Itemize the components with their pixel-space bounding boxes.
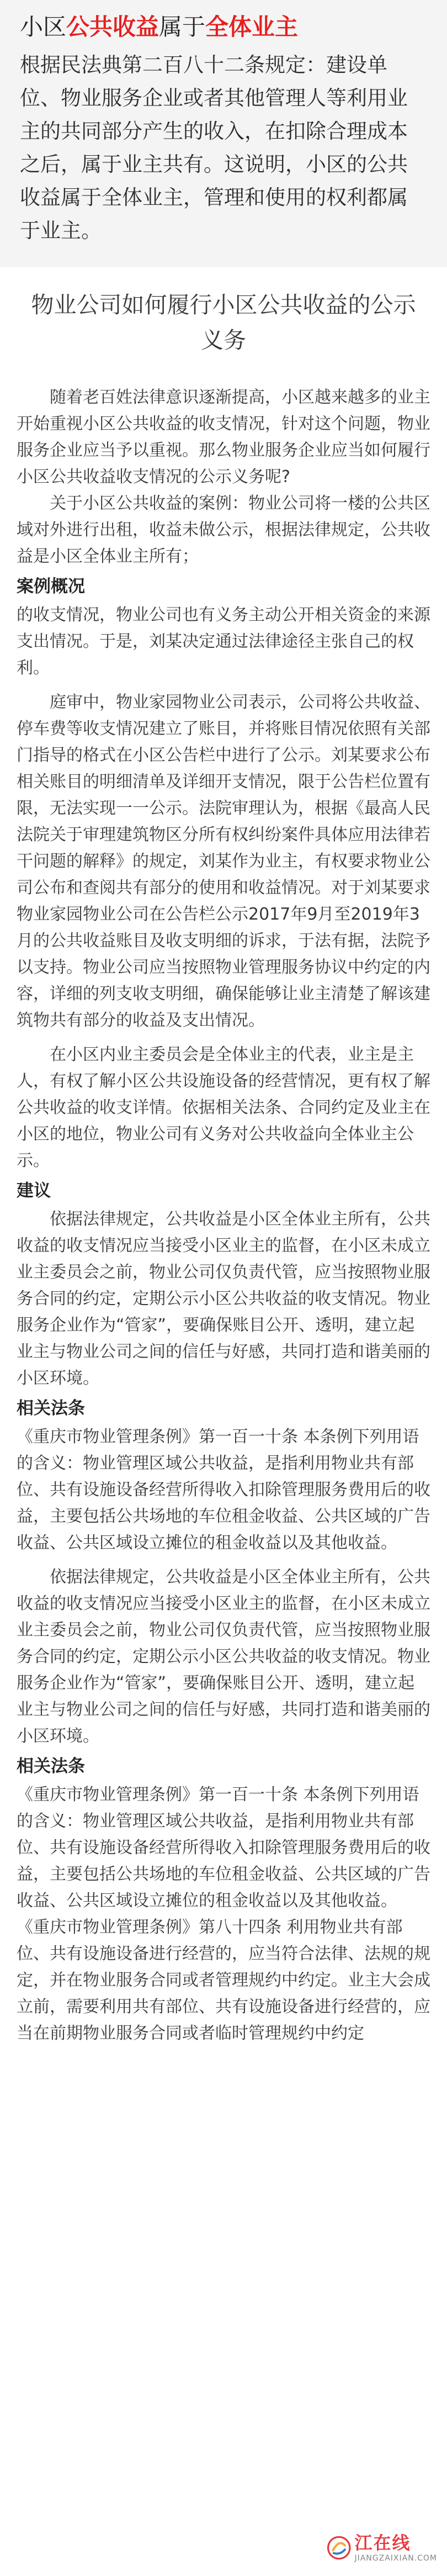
site-watermark (327, 2524, 437, 2572)
law-heading: 相关法条 (17, 1398, 85, 1418)
case-paragraph-3: 在小区内业主委员会是全体业主的代表，业主是主人，有权了解小区公共设施设备的经营情况，更有权了解公共收益的收支详情。依据相关法条、合同约定及业主在小区的地位，物业公司有义务对公共收益向全体业主公示。 (17, 1045, 430, 1170)
article-title: 物业公司如何履行小区公共收益的公示义务 (31, 292, 416, 353)
summary-block (0, 0, 447, 267)
law-heading-repeat: 相关法条 (17, 1756, 85, 1776)
law-paragraph-1-repeat: 《重庆市物业管理条例》第一百一十条 本条例下列用语的含义：物业管理区域公共收益，是指利用物业共有部位、共有设施设备经营所得收入扣除管理服务费用后的收益，主要包括公共场地的车位租金收益、公共区域的广告收益、公共区域设立摊位的租金收益以及其他收益。 (17, 1785, 430, 1910)
watermark-en-text: JIANGZAIXIAN.COM (354, 2554, 437, 2563)
advice-paragraph: 依据法律规定，公共收益是小区全体业主所有，公共收益的收支情况应当接受小区业主的监督，在小区未成立业主委员会之前，物业公司仅负责代管，应当按照物业服务合同的约定，定期公示小区公共收益的收支情况。物业服务企业作为“管家”，要确保账目公开、透明，建立起业主与物业公司之间的信任与好感，共同打造和谐美丽的小区环境。 (17, 1210, 430, 1388)
case-intro-paragraph: 关于小区公共收益的案例：物业公司将一楼的公共区域对外进行出租，收益未做公示，根据法律规定，公共收益是小区全体业主所有； (17, 494, 430, 566)
headline-part3: 属于 (159, 13, 206, 40)
law-paragraph-2: 《重庆市物业管理条例》第八十四条 利用物业共有部位、共有设施设备进行经营的，应当符合法律、法规的规定，并在物业服务合同或者管理规约中约定。业主大会成立前，需要利用共有部位、共有设施设备进行经营的，应当在前期物业服务合同或者临时管理规约中约定 (17, 1918, 430, 2043)
headline-part1: 小区 (20, 13, 67, 40)
headline (20, 9, 427, 45)
headline-highlight-all-owners: 全体业主 (205, 13, 299, 40)
site-logo-icon (327, 2529, 351, 2567)
advice-paragraph-repeat: 依据法律规定，公共收益是小区全体业主所有，公共收益的收支情况应当接受小区业主的监督，在小区未成立业主委员会之前，物业公司仅负责代管，应当按照物业服务合同的约定，定期公示小区公共收益的收支情况。物业服务企业作为“管家”，要确保账目公开、透明，建立起业主与物业公司之间的信任与好感，共同打造和谐美丽的小区环境。 (17, 1567, 430, 1746)
advice-heading: 建议 (17, 1181, 51, 1201)
article-body (0, 287, 447, 2047)
intro-paragraph: 随着老百姓法律意识逐渐提高，小区越来越多的业主开始重视小区公共收益的收支情况，针对这个问题，物业服务企业应当予以重视。那么物业服务企业应当如何履行小区公共收益收支情况的公示义务呢? (17, 388, 430, 487)
case-heading: 案例概况 (17, 577, 85, 597)
case-paragraph-1: 的收支情况，物业公司也有义务主动公开相关资金的来源支出情况。于是，刘某决定通过法律途径主张自己的权利。 (17, 605, 430, 678)
lead-paragraph: 根据民法典第二百八十二条规定：建设单位、物业服务企业或者其他管理人等利用业主的共同部分产生的收入，在扣除合理成本之后，属于业主共有。这说明，小区的公共收益属于全体业主，管理和使用的权利都属于业主。 (20, 53, 408, 242)
law-paragraph-1: 《重庆市物业管理条例》第一百一十条 本条例下列用语的含义：物业管理区域公共收益，是指利用物业共有部位、共有设施设备经营所得收入扣除管理服务费用后的收益，主要包括公共场地的车位租金收益、公共区域的广告收益、公共区域设立摊位的租金收益以及其他收益。 (17, 1427, 430, 1553)
case-paragraph-2: 庭审中，物业家园物业公司表示，公司将公共收益、停车费等收支情况建立了账目，并将账目情况依照有关部门指导的格式在小区公告栏中进行了公示。刘某要求公布相关账目的明细清单及详细开支情况，限于公告栏位置有限，无法实现一一公示。法院审理认为，根据《最高人民法院关于审理建筑物区分所有权纠纷案件具体应用法律若干问题的解释》的规定，刘某作为业主，有权要求物业公司公布和查阅共有部分的使用和收益情况。对于刘某要求物业家园物业公司在公告栏公示2017年9月至2019年3月的公共收益账目及收支明细的诉求，于法有据，法院予以支持。物业公司应当按照物业管理服务协议中约定的内容，详细的列支收支明细，确保能够让业主清楚了解该建筑物共有部分的收益及支出情况。 (17, 693, 430, 1030)
watermark-cn-text: 江在线 (354, 2532, 411, 2553)
headline-highlight-public-income: 公共收益 (66, 13, 159, 40)
